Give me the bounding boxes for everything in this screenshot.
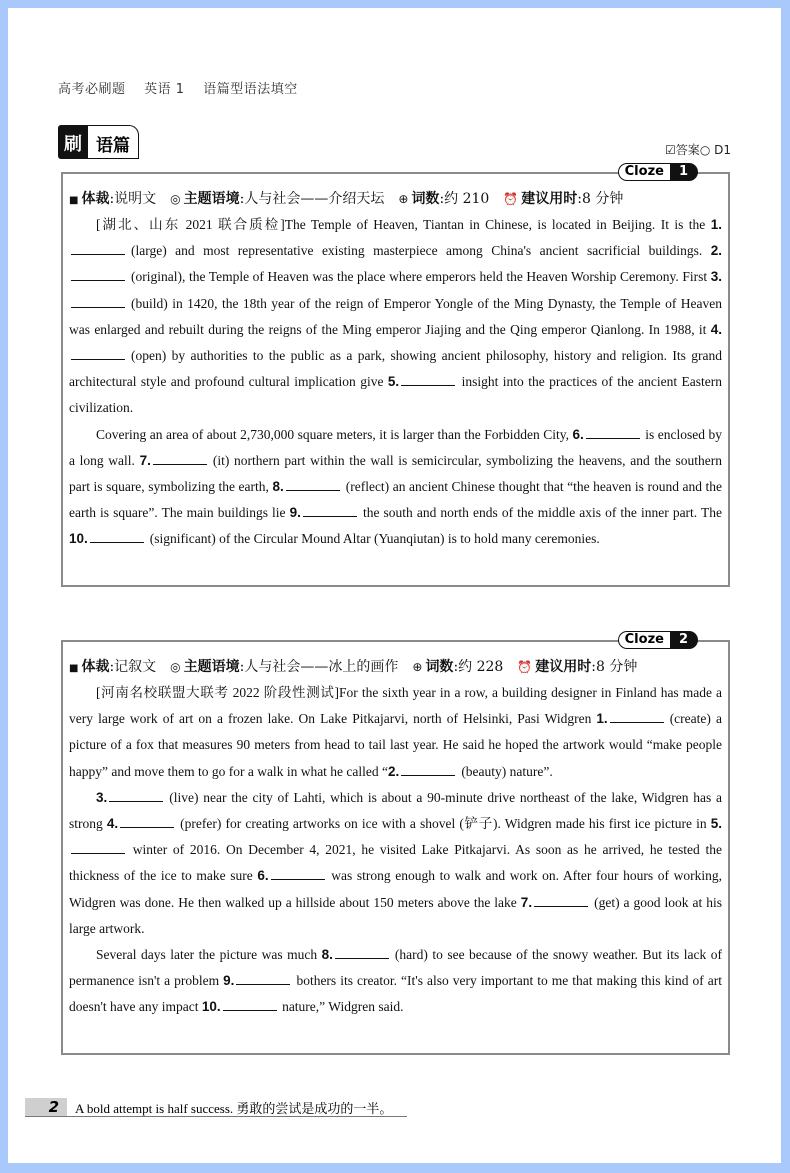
blank-number: 3: [710, 269, 719, 285]
blank-number: 1: [710, 217, 719, 232]
answer-blank[interactable]: [303, 504, 357, 517]
answer-blank[interactable]: [71, 347, 125, 360]
blank-6: [257, 868, 326, 883]
text-segment: , the Temple of Heaven was the place where emperors held the Heaven Worship Ceremony. First: [181, 269, 711, 285]
blank-number: 5: [387, 374, 396, 390]
blank-dot: .: [718, 217, 722, 232]
blank-4: [107, 816, 222, 831]
blank-number: 6: [257, 868, 265, 884]
blank-dot: .: [528, 894, 533, 910]
cloze-label: Cloze: [618, 631, 671, 649]
blank-dot: .: [297, 505, 301, 521]
blank-5: [388, 374, 457, 389]
answer-blank[interactable]: [90, 530, 144, 543]
page: [8, 8, 781, 1163]
blank-dot: .: [279, 479, 284, 495]
text-segment: the south and north ends of the middle axis of the inner part. The: [358, 505, 722, 521]
blank-6: [572, 427, 641, 442]
answer-blank[interactable]: [120, 815, 174, 828]
time-key: 建议用时: [535, 659, 592, 675]
blank-number: 8: [321, 947, 330, 963]
answer-blank[interactable]: [610, 710, 664, 723]
theme-key: 主题语境: [183, 659, 240, 675]
genre-value: 记叙文: [114, 659, 157, 675]
footer: [25, 1098, 407, 1117]
blank-number: 7: [520, 894, 529, 910]
cloze-box-1: [61, 164, 730, 587]
blank-number: 2: [710, 243, 719, 259]
passage-meta: [69, 656, 722, 676]
blank-10: [69, 531, 216, 546]
passage-text: [69, 680, 722, 1021]
theme-icon: ◎: [170, 660, 181, 674]
motto: A bold attempt is half success. 勇敢的尝试是成功的一半。: [75, 1100, 393, 1116]
sep: :: [239, 191, 245, 207]
word-count-icon: ⊕: [398, 192, 409, 206]
sep: :: [439, 191, 445, 207]
answer-blank[interactable]: [401, 373, 455, 386]
blank-number: 7: [139, 452, 148, 468]
blank-number: 6: [572, 426, 580, 442]
cloze-label: Cloze: [618, 163, 671, 181]
badge-right: 语篇: [88, 125, 139, 159]
text-segment: insight into the practices of the ancient Eastern civilization.: [69, 374, 722, 416]
word-hint: (build): [131, 295, 168, 311]
text-segment: [河南名校联盟大联考 2022 阶段性测试]For the sixth year in a row, a building designer in Finland has made a very large work of art on a frozen lake. On Lake Pitkajarvi, north of Helsinki, Pasi Widgren: [69, 685, 722, 727]
theme-icon: ◎: [170, 192, 181, 206]
cloze-number: 2: [671, 631, 698, 649]
blank-dot: .: [718, 321, 722, 337]
blank-dot: .: [580, 426, 584, 442]
text-segment: [湖北、山东 2021 联合质检]The Temple of Heaven, Tiantan in Chinese, is located in Beijing. It is the: [96, 217, 711, 232]
genre-key: 体裁: [81, 191, 110, 207]
blank-10: [202, 999, 279, 1014]
blank-7: [521, 895, 620, 910]
word-hint: (live): [169, 789, 199, 805]
blank-9: [290, 505, 359, 520]
text-segment: winter of 2016. On December 4, 2021, he visited Lake Pitkajarvi. As soon as he arrived, he tested the thickness of the ice to make sure: [69, 842, 722, 884]
text-segment: a good look at his large artwork.: [69, 894, 722, 936]
text-segment: Covering an area of about 2,730,000 square meters, it is larger than the Forbidden City,: [96, 426, 573, 442]
blank-dot: .: [230, 973, 235, 989]
sep: :: [453, 659, 459, 675]
blank-number: 9: [289, 505, 298, 521]
square-bullet-icon: ■: [69, 195, 79, 206]
text-segment: a picture of a fox that measures 90 meters from head to tail last year. He said he hoped the artwork would “make people happy” and move them to go for a walk in what he called “: [69, 711, 722, 779]
blank-8: [272, 479, 389, 494]
answer-blank[interactable]: [109, 789, 163, 802]
blank-7: [140, 453, 230, 468]
text-segment: near the city of Lahti, which is about a 90-minute drive northeast of the lake, Widgren has a strong: [69, 789, 722, 832]
words-value: 约 210: [444, 191, 490, 207]
blank-number: 8: [272, 479, 280, 495]
answer-label: 答案: [675, 143, 700, 157]
blank-dot: .: [84, 531, 88, 547]
word-hint: (beauty): [461, 763, 507, 779]
paragraph: [69, 942, 722, 1021]
blank-number: 9: [223, 973, 231, 989]
word-hint: (prefer): [180, 816, 222, 832]
blank-dot: .: [718, 816, 722, 832]
text-segment: nature”.: [506, 763, 553, 779]
words-value: 约 228: [458, 659, 504, 675]
text-segment: of the Circular Mound Altar (Yuanqiutan) is to hold many ceremonies.: [215, 531, 600, 547]
book-title: 高考必刷题: [58, 82, 126, 97]
page-number: 2: [25, 1098, 67, 1116]
blank-number: 3: [96, 789, 104, 805]
alarm-clock-icon: ⏰: [517, 660, 533, 674]
alarm-clock-icon: ⏰: [503, 192, 519, 206]
text-segment: nature,” Widgren said.: [278, 999, 404, 1015]
blank-dot: .: [395, 374, 400, 390]
blank-3: [96, 790, 199, 805]
theme-value: 人与社会——介绍天坛: [244, 191, 385, 207]
subject: 英语 1: [144, 82, 185, 97]
sep: :: [109, 659, 115, 675]
word-hint: (hard): [394, 947, 428, 963]
time-value: 8 分钟: [582, 191, 624, 207]
genre-key: 体裁: [81, 659, 110, 675]
blank-dot: .: [718, 243, 722, 259]
paragraph: [69, 680, 722, 785]
text-segment: and most representative existing masterpiece among China's ancient sacrificial buildings.: [166, 243, 711, 259]
cloze-tab: [618, 163, 698, 181]
theme-key: 主题语境: [183, 191, 240, 207]
blank-number: 2: [388, 763, 396, 779]
blank-dot: .: [329, 947, 333, 963]
blank-dot: .: [264, 868, 269, 884]
passage-meta: [69, 188, 722, 208]
text-segment: bothers its creator. “It's also very important to me that making this kind of art doesn't have any impact: [69, 973, 722, 1015]
answer-blank[interactable]: [534, 894, 588, 907]
answer-blank[interactable]: [153, 452, 207, 465]
passage-text: [69, 212, 722, 553]
text-segment: is enclosed by a long wall.: [69, 426, 722, 468]
answer-blank[interactable]: [71, 268, 125, 281]
sep: :: [591, 659, 596, 675]
words-key: 词数: [411, 191, 440, 207]
time-value: 8 分钟: [596, 659, 638, 675]
blank-number: 10: [69, 531, 85, 547]
answer-blank[interactable]: [223, 998, 277, 1011]
genre-value: 说明文: [114, 191, 157, 207]
text-segment: an ancient Chinese thought that “the heaven is round and the earth is square”. The main buildings lie: [69, 479, 723, 521]
answer-page: D1: [714, 143, 731, 157]
text-segment: to see because of the snowy weather. But its lack of permanence isn't a problem: [69, 947, 722, 989]
word-hint: (significant): [149, 531, 216, 547]
words-key: 词数: [425, 659, 454, 675]
blank-dot: .: [103, 789, 108, 805]
dot-icon: ○: [699, 143, 711, 157]
text-segment: for creating artworks on ice with a shovel (铲子). Widgren made his first ice picture in: [221, 816, 711, 832]
square-bullet-icon: ■: [69, 663, 79, 674]
blank-number: 10: [201, 999, 217, 1015]
blank-number: 4: [710, 321, 719, 337]
blank-9: [223, 973, 292, 988]
word-hint: (open): [131, 348, 167, 364]
blank-dot: .: [395, 763, 400, 779]
word-hint: (get): [594, 894, 620, 910]
paragraph: [69, 422, 722, 553]
sep: :: [109, 191, 115, 207]
blank-2: [388, 764, 506, 779]
word-hint: (large): [131, 243, 167, 259]
word-count-icon: ⊕: [412, 660, 423, 674]
answer-blank[interactable]: [401, 763, 455, 776]
text-segment: northern part within the wall is semicircular, symbolizing the heavens, and the southern part is square, symbolizing the earth,: [69, 452, 722, 495]
blank-1: [596, 711, 711, 726]
blank-dot: .: [718, 269, 722, 285]
text-segment: was strong enough to walk and work on. After four hours of working, Widgren was done. He then walked up a hillside about 150 meters above the lake: [69, 868, 723, 910]
time-key: 建议用时: [521, 191, 578, 207]
section-badge: [58, 125, 139, 159]
sep: :: [577, 191, 582, 207]
cloze-number: 1: [671, 163, 698, 181]
blank-8: [322, 947, 428, 962]
answer-blank[interactable]: [71, 242, 125, 255]
blank-dot: .: [603, 711, 608, 727]
answer-blank[interactable]: [335, 946, 389, 959]
blank-dot: .: [114, 816, 119, 832]
word-hint: (create): [669, 711, 711, 727]
cloze-box-2: [61, 632, 730, 1055]
word-hint: (reflect): [345, 479, 390, 495]
blank-number: 4: [106, 816, 115, 832]
answer-blank[interactable]: [586, 426, 640, 439]
paragraph: [69, 785, 722, 942]
badge-left: 刷: [58, 125, 88, 159]
word-hint: (it): [212, 452, 230, 468]
blank-number: 1: [596, 711, 604, 727]
blank-dot: .: [147, 452, 151, 468]
answer-blank[interactable]: [286, 478, 340, 491]
blank-dot: .: [216, 999, 221, 1015]
answer-reference: [665, 141, 731, 158]
sep: :: [239, 659, 245, 675]
answer-blank[interactable]: [271, 867, 325, 880]
answer-blank[interactable]: [71, 295, 125, 308]
answer-blank[interactable]: [236, 972, 290, 985]
word-hint: (original): [131, 269, 182, 285]
checkbox-icon: ☑: [665, 143, 676, 157]
text-segment: by authorities to the public as a park, showing ancient philosophy, history and religion. Its grand architectural style and profound cultural implication give: [69, 348, 722, 390]
paragraph: [69, 212, 722, 422]
text-segment: Several days later the picture was much: [96, 947, 322, 963]
theme-value: 人与社会——冰上的画作: [244, 659, 399, 675]
cloze-tab: [618, 631, 698, 649]
text-segment: in 1420, the 18th year of the reign of Emperor Yongle of the Ming Dynasty, the Temple of Heaven was enlarged and rebuilt during the reigns of the Ming emperor Jiajing and the Qing emperor Qianlong. In 1988, it: [69, 295, 722, 337]
running-header: [58, 78, 312, 97]
chapter-title: 语篇型语法填空: [203, 82, 298, 97]
blank-number: 5: [710, 816, 719, 832]
answer-blank[interactable]: [71, 841, 125, 854]
